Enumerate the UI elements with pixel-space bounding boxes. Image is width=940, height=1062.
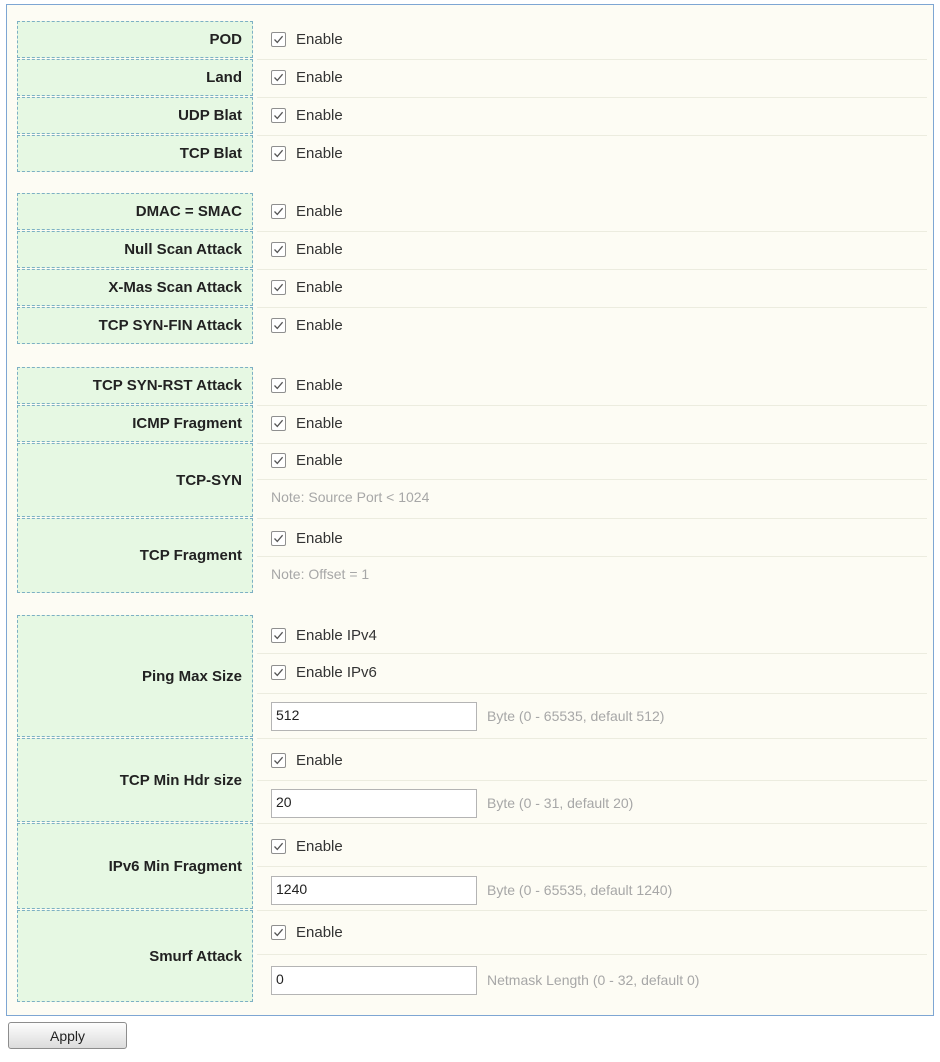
checkbox-checked-icon (271, 32, 286, 47)
ipv6-min-fragment-input[interactable]: 1240 (271, 876, 477, 905)
checkbox-label: Enable (296, 837, 343, 855)
range-hint: Netmask Length (0 - 32, default 0) (487, 972, 700, 988)
checkbox-label: Enable (296, 106, 343, 124)
row-label: IPv6 Min Fragment (17, 823, 253, 909)
row-tcp-syn (7, 443, 933, 517)
row-label: Null Scan Attack (17, 231, 253, 268)
row-label: Ping Max Size (17, 615, 253, 737)
row-label: TCP Fragment (17, 518, 253, 593)
ping-max-size-input[interactable]: 512 (271, 702, 477, 731)
checkbox-label: Enable (296, 923, 343, 941)
syn-rst-enable-checkbox[interactable] (271, 371, 343, 399)
range-hint: Byte (0 - 31, default 20) (487, 795, 634, 811)
range-hint: Byte (0 - 65535, default 1240) (487, 882, 673, 898)
row-null-scan-attack (7, 231, 933, 268)
icmp-fragment-enable-checkbox[interactable] (271, 409, 343, 437)
row-label: TCP Blat (17, 135, 253, 172)
checkbox-label: Enable (296, 144, 343, 162)
checkbox-checked-icon (271, 416, 286, 431)
smurf-netmask-input[interactable]: 0 (271, 966, 477, 995)
row-xmas-scan-attack (7, 269, 933, 306)
note-text: Note: Source Port < 1024 (271, 489, 430, 505)
tcp-blat-enable-checkbox[interactable] (271, 139, 343, 167)
row-tcp-syn-fin-attack (7, 307, 933, 344)
tcp-min-hdr-enable-checkbox[interactable] (271, 746, 343, 774)
checkbox-label: Enable (296, 316, 343, 334)
checkbox-label: Enable (296, 451, 343, 469)
pod-enable-checkbox[interactable] (271, 25, 343, 53)
row-label: Smurf Attack (17, 910, 253, 1002)
checkbox-label: Enable (296, 751, 343, 769)
row-land (7, 59, 933, 96)
row-udp-blat (7, 97, 933, 134)
checkbox-checked-icon (271, 146, 286, 161)
row-label: ICMP Fragment (17, 405, 253, 442)
null-scan-enable-checkbox[interactable] (271, 235, 343, 263)
row-tcp-syn-rst-attack (7, 367, 933, 404)
ping-size-input-group (271, 701, 664, 731)
ipv6-min-frag-input-group (271, 875, 672, 905)
dos-settings-panel (6, 4, 934, 1016)
udp-blat-enable-checkbox[interactable] (271, 101, 343, 129)
row-label: TCP Min Hdr size (17, 738, 253, 822)
row-label: UDP Blat (17, 97, 253, 134)
range-hint: Byte (0 - 65535, default 512) (487, 708, 665, 724)
row-label: X-Mas Scan Attack (17, 269, 253, 306)
dmac-smac-enable-checkbox[interactable] (271, 197, 343, 225)
checkbox-checked-icon (271, 204, 286, 219)
tcp-fragment-enable-checkbox[interactable] (271, 524, 343, 552)
checkbox-checked-icon (271, 665, 286, 680)
checkbox-label: Enable (296, 529, 343, 547)
syn-fin-enable-checkbox[interactable] (271, 311, 343, 339)
row-smurf-attack (7, 910, 933, 1002)
checkbox-checked-icon (271, 108, 286, 123)
row-tcp-blat (7, 135, 933, 172)
checkbox-checked-icon (271, 753, 286, 768)
checkbox-label: Enable (296, 414, 343, 432)
checkbox-checked-icon (271, 628, 286, 643)
tcp-min-hdr-input-group (271, 788, 633, 818)
note-text: Note: Offset = 1 (271, 566, 370, 582)
row-ipv6-min-fragment (7, 823, 933, 909)
checkbox-label: Enable (296, 278, 343, 296)
tcp-syn-note (271, 483, 429, 511)
tcp-fragment-note (271, 560, 369, 588)
apply-button[interactable]: Apply (8, 1022, 127, 1049)
checkbox-checked-icon (271, 925, 286, 940)
row-label: Land (17, 59, 253, 96)
row-label: TCP SYN-FIN Attack (17, 307, 253, 344)
row-label: POD (17, 21, 253, 58)
checkbox-label: Enable IPv4 (296, 626, 377, 644)
checkbox-checked-icon (271, 70, 286, 85)
row-tcp-min-hdr-size (7, 738, 933, 822)
row-label: TCP SYN-RST Attack (17, 367, 253, 404)
xmas-scan-enable-checkbox[interactable] (271, 273, 343, 301)
land-enable-checkbox[interactable] (271, 63, 343, 91)
checkbox-label: Enable IPv6 (296, 663, 377, 681)
checkbox-checked-icon (271, 839, 286, 854)
smurf-enable-checkbox[interactable] (271, 918, 343, 946)
checkbox-label: Enable (296, 240, 343, 258)
checkbox-label: Enable (296, 30, 343, 48)
checkbox-checked-icon (271, 531, 286, 546)
ping-enable-ipv6-checkbox[interactable] (271, 658, 377, 686)
checkbox-label: Enable (296, 376, 343, 394)
row-icmp-fragment (7, 405, 933, 442)
checkbox-checked-icon (271, 453, 286, 468)
row-label: TCP-SYN (17, 443, 253, 517)
checkbox-checked-icon (271, 280, 286, 295)
row-pod (7, 21, 933, 58)
ping-enable-ipv4-checkbox[interactable] (271, 621, 377, 649)
checkbox-label: Enable (296, 68, 343, 86)
row-tcp-fragment (7, 518, 933, 593)
checkbox-label: Enable (296, 202, 343, 220)
checkbox-checked-icon (271, 318, 286, 333)
row-ping-max-size (7, 615, 933, 737)
row-label: DMAC = SMAC (17, 193, 253, 230)
row-dmac-smac (7, 193, 933, 230)
checkbox-checked-icon (271, 378, 286, 393)
tcp-min-hdr-input[interactable]: 20 (271, 789, 477, 818)
ipv6-min-frag-enable-checkbox[interactable] (271, 832, 343, 860)
smurf-input-group (271, 965, 699, 995)
checkbox-checked-icon (271, 242, 286, 257)
tcp-syn-enable-checkbox[interactable] (271, 446, 343, 474)
